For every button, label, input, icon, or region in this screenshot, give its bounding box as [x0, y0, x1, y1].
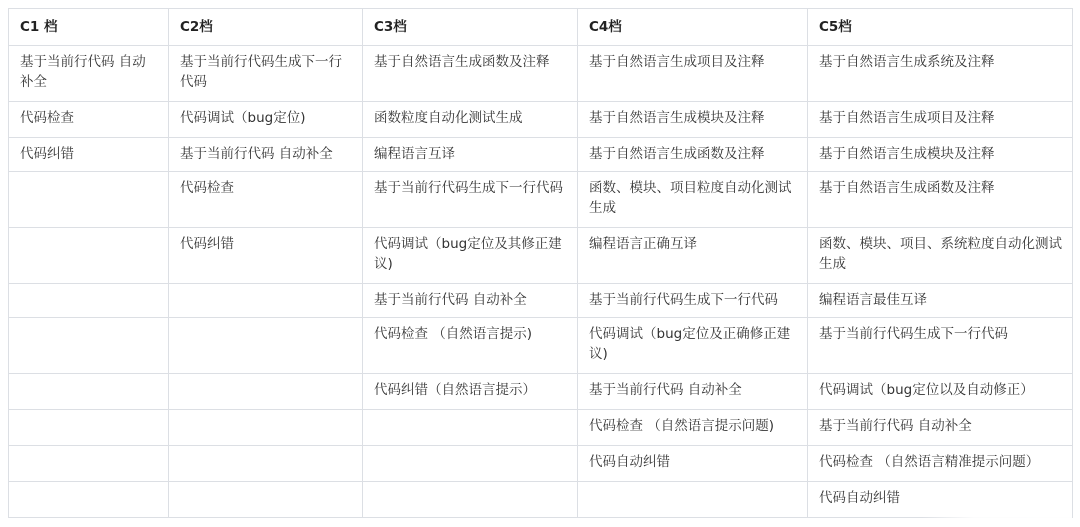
table-cell: [363, 446, 578, 482]
table-cell: [363, 410, 578, 446]
table-cell: 代码调试（bug定位及其修正建议): [363, 228, 578, 284]
table-header-row: [9, 9, 1073, 46]
table-cell: 代码自动纠错: [578, 446, 808, 482]
table-row: [9, 410, 1073, 446]
table-cell: 代码纠错: [9, 138, 169, 172]
table-row: [9, 172, 1073, 228]
table-cell: [9, 318, 169, 374]
header-c1: C1 档: [9, 9, 169, 46]
table-cell: [9, 410, 169, 446]
table-cell: 代码检查 （自然语言提示问题): [578, 410, 808, 446]
table-cell: [9, 374, 169, 410]
table-cell: [9, 446, 169, 482]
table-cell: 编程语言最佳互译: [808, 284, 1073, 318]
header-c4: C4档: [578, 9, 808, 46]
table-cell: 代码调试（bug定位以及自动修正）: [808, 374, 1073, 410]
table-cell: [9, 172, 169, 228]
table-cell: 基于当前行代码生成下一行代码: [808, 318, 1073, 374]
table-cell: 基于当前行代码生成下一行代码: [169, 46, 363, 102]
table-cell: [169, 410, 363, 446]
table-cell: [169, 284, 363, 318]
table-cell: [169, 318, 363, 374]
header-c2: C2档: [169, 9, 363, 46]
table-cell: 代码检查 （自然语言精准提示问题）: [808, 446, 1073, 482]
table-cell: 基于当前行代码 自动补全: [169, 138, 363, 172]
table-row: [9, 482, 1073, 518]
table-cell: 编程语言正确互译: [578, 228, 808, 284]
table-cell: 基于当前行代码 自动补全: [808, 410, 1073, 446]
table-cell: 基于自然语言生成函数及注释: [578, 138, 808, 172]
table-row: [9, 228, 1073, 284]
header-c5: C5档: [808, 9, 1073, 46]
table-cell: [169, 446, 363, 482]
table-cell: 代码调试（bug定位及正确修正建议): [578, 318, 808, 374]
table-cell: 函数、模块、项目粒度自动化测试生成: [578, 172, 808, 228]
table-row: [9, 446, 1073, 482]
table-cell: [363, 482, 578, 518]
table-cell: 基于自然语言生成模块及注释: [808, 138, 1073, 172]
table-row: [9, 374, 1073, 410]
table-row: [9, 284, 1073, 318]
table-cell: 代码检查 （自然语言提示): [363, 318, 578, 374]
table-cell: [578, 482, 808, 518]
table-cell: 基于当前行代码生成下一行代码: [578, 284, 808, 318]
table-cell: 代码自动纠错: [808, 482, 1073, 518]
table-cell: 函数、模块、项目、系统粒度自动化测试生成: [808, 228, 1073, 284]
table-cell: [169, 374, 363, 410]
table-cell: 代码检查: [9, 102, 169, 138]
table-cell: 基于自然语言生成项目及注释: [578, 46, 808, 102]
table-cell: 基于自然语言生成模块及注释: [578, 102, 808, 138]
table-cell: [9, 482, 169, 518]
table-cell: 基于自然语言生成项目及注释: [808, 102, 1073, 138]
table-cell: [169, 482, 363, 518]
table-cell: 代码纠错（自然语言提示）: [363, 374, 578, 410]
table-cell: [9, 284, 169, 318]
table-cell: 代码调试（bug定位): [169, 102, 363, 138]
table-cell: 代码检查: [169, 172, 363, 228]
table-row: [9, 102, 1073, 138]
table-cell: 编程语言互译: [363, 138, 578, 172]
table-cell: [9, 228, 169, 284]
table-row: [9, 138, 1073, 172]
capability-levels-table: [8, 8, 1073, 518]
table-cell: 基于自然语言生成系统及注释: [808, 46, 1073, 102]
table-cell: 基于当前行代码 自动补全: [363, 284, 578, 318]
table-cell: 基于当前行代码 自动补全: [9, 46, 169, 102]
table-cell: 基于自然语言生成函数及注释: [363, 46, 578, 102]
table-cell: 基于当前行代码 自动补全: [578, 374, 808, 410]
table-row: [9, 46, 1073, 102]
table-row: [9, 318, 1073, 374]
header-c3: C3档: [363, 9, 578, 46]
table-cell: 函数粒度自动化测试生成: [363, 102, 578, 138]
table-cell: 基于当前行代码生成下一行代码: [363, 172, 578, 228]
table-cell: 代码纠错: [169, 228, 363, 284]
table-cell: 基于自然语言生成函数及注释: [808, 172, 1073, 228]
